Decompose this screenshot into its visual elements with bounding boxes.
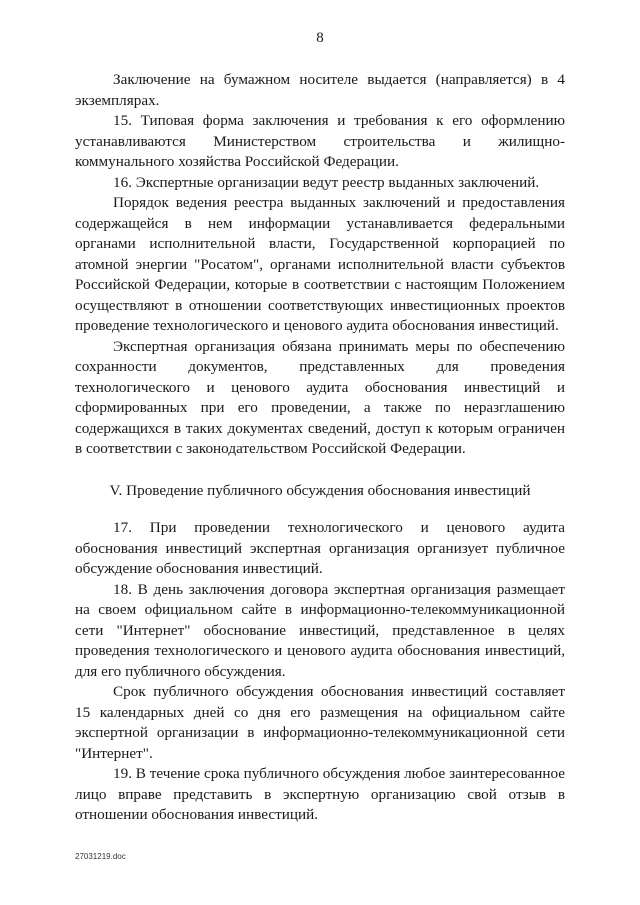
paragraph-16-registry-procedure: Порядок ведения реестра выданных заключений и предоставления содержащейся в нем информации устанавливается федеральными органами исполнительной власти, Государственной корпорацией по атомной энергии "Росатом", органами исполнительной власти субъектов Российской Федерации, которые в соответствии с настоящим Положением осуществляют в отношении соответствующих инвестиционных проектов проведение технологического и ценового аудита обоснования инвестиций. — [75, 194, 565, 334]
page-number: 8 — [316, 30, 324, 46]
paragraph-18-term: Срок публичного обсуждения обоснования инвестиций составляет 15 календарных дней со дня его размещения на официальном сайте экспертной организации в информационно-телекоммуникационной сети "Интернет". — [75, 683, 565, 762]
body-text-lower — [75, 518, 565, 826]
paragraph-16: 16. Экспертные организации ведут реестр выданных заключений. — [113, 173, 540, 191]
paragraph-17: 17. При проведении технологического и ценового аудита обоснования инвестиций экспертная организация организует публичное обсуждение обоснования инвестиций. — [75, 519, 565, 577]
paragraph-19: 19. В течение срока публичного обсуждения любое заинтересованное лицо вправе представить в экспертную организацию свой отзыв в отношении обоснования инвестиций. — [75, 765, 565, 823]
footer-filename: 27031219.doc — [75, 852, 126, 861]
paragraph-paper-copies: Заключение на бумажном носителе выдается (направляется) в 4 экземплярах. — [75, 71, 565, 109]
paragraph-18: 18. В день заключения договора экспертная организация размещает на своем официальном сайте в информационно-телекоммуникационной сети "Интернет" обоснование инвестиций, представленное в целях проведения технологического и ценового аудита обоснования инвестиций, для его публичного обсуждения. — [75, 580, 565, 680]
section-heading: V. Проведение публичного обсуждения обоснования инвестиций — [109, 482, 531, 499]
body-text-upper — [75, 70, 565, 460]
paragraph-16-confidentiality: Экспертная организация обязана принимать меры по обеспечению сохранности документов, представленных для проведения технологического и ценового аудита обоснования инвестиций и сформированных при его проведении, а также по неразглашению содержащихся в таких документах сведений, доступ к которым ограничен в соответствии с законодательством Российской Федерации. — [75, 337, 565, 457]
paragraph-15: 15. Типовая форма заключения и требования к его оформлению устанавливаются Министерством строительства и жилищно-коммунального хозяйства Российской Федерации. — [75, 112, 565, 170]
section-v-heading-block — [75, 481, 565, 502]
